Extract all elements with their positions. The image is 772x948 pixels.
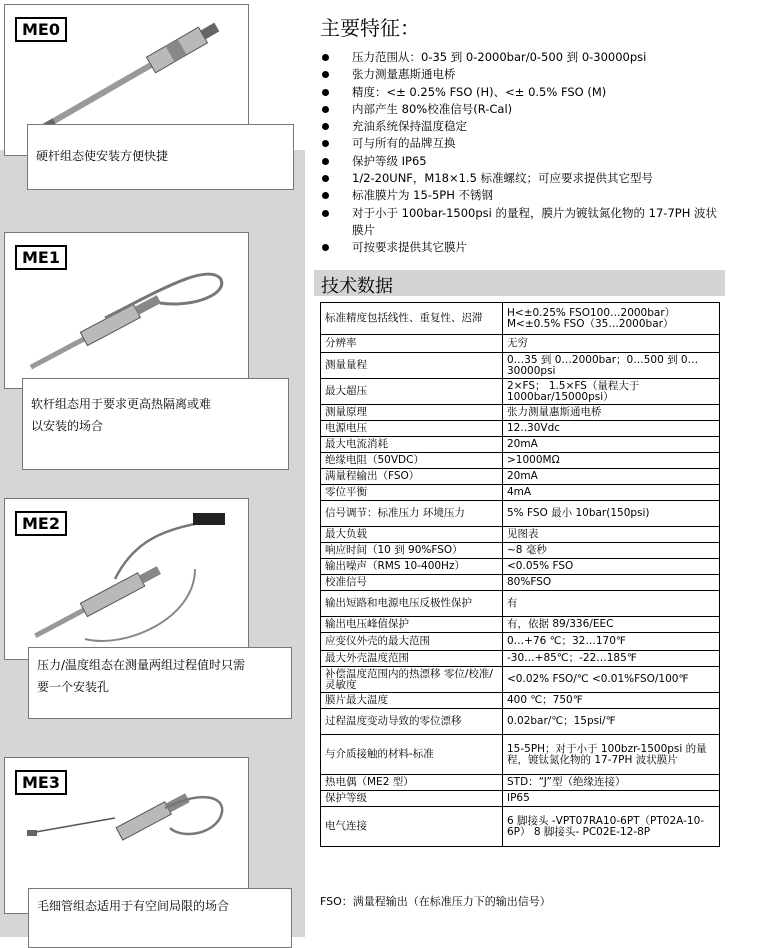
table-row: 保护等级 IP65 bbox=[321, 791, 720, 807]
feature-item: 张力测量惠斯通电桥 bbox=[320, 66, 720, 83]
feature-item: 精度：<± 0.25% FSO (H)、<± 0.5% FSO (M) bbox=[320, 84, 720, 101]
sensor-image-flexible bbox=[5, 233, 248, 388]
spec-table bbox=[320, 302, 720, 847]
table-row: 与介质接触的材料-标准 15-5PH；对于小于 100bzr-1500psi 的量程，镀钛氮化物的 17-7PH 波状膜片 bbox=[321, 735, 720, 775]
table-row: 输出电压峰值保护 有，依据 89/336/EEC bbox=[321, 617, 720, 633]
table-row: 零位平衡 4mA bbox=[321, 485, 720, 501]
table-row: 测量原理 张力测量惠斯通电桥 bbox=[321, 405, 720, 421]
table-row: 输出短路和电源电压反极性保护 有 bbox=[321, 591, 720, 617]
table-row: 应变仪外壳的最大范围 0…+76 ℃；32…170℉ bbox=[321, 633, 720, 651]
tech-data-header bbox=[314, 270, 725, 296]
feature-item: 标准膜片为 15-5PH 不锈钢 bbox=[320, 187, 720, 204]
product-caption-me3: 毛细管组态适用于有空间局限的场合 bbox=[28, 888, 292, 948]
table-row: 满量程输出（FSO） 20mA bbox=[321, 469, 720, 485]
table-row: 输出噪声（RMS 10-400Hz） <0.05% FSO bbox=[321, 559, 720, 575]
product-card-me1 bbox=[4, 232, 249, 389]
product-caption-me2: 压力/温度组态在测量两组过程值时只需要一个安装孔 bbox=[28, 647, 292, 719]
feature-item: 保护等级 IP65 bbox=[320, 153, 720, 170]
table-row: 热电偶（ME2 型） STD：“J”型（绝缘连接） bbox=[321, 775, 720, 791]
table-row: 膜片最大温度 400 ℃；750℉ bbox=[321, 693, 720, 709]
bullet-icon bbox=[322, 175, 329, 182]
table-row: 过程温度变动导致的零位漂移 0.02bar/℃；15psi/℉ bbox=[321, 709, 720, 735]
bullet-icon bbox=[322, 123, 329, 130]
model-badge: ME0 bbox=[15, 17, 67, 42]
table-row: 校准信号 80%FSO bbox=[321, 575, 720, 591]
model-badge: ME3 bbox=[15, 770, 67, 795]
feature-item: 可按要求提供其它膜片 bbox=[320, 239, 720, 256]
bullet-icon bbox=[322, 54, 329, 61]
tech-data-title: 技术数据 bbox=[321, 276, 393, 297]
product-card-me2 bbox=[4, 498, 249, 660]
footnote: FSO：满量程输出（在标准压力下的输出信号） bbox=[320, 895, 551, 908]
bullet-icon bbox=[322, 71, 329, 78]
table-row: 信号调节：标准压力 环境压力 5% FSO 最小 10bar(150psi) bbox=[321, 501, 720, 527]
feature-item: 1/2-20UNF，M18×1.5 标准螺纹；可应要求提供其它型号 bbox=[320, 170, 720, 187]
feature-item: 充油系统保持温度稳定 bbox=[320, 118, 720, 135]
bullet-icon bbox=[322, 106, 329, 113]
table-row: 电气连接 6 脚接头 -VPT07RA10-6PT（PT02A-10-6P） 8 脚接头- PC02E-12-8P bbox=[321, 807, 720, 847]
table-row: 测量量程 0…35 到 0…2000bar；0…500 到 0…30000psi bbox=[321, 353, 720, 379]
table-row: 最大电流消耗 20mA bbox=[321, 437, 720, 453]
table-row: 补偿温度范围内的热漂移 零位/校准/灵敏度 <0.02% FSO/℃ <0.01%FSO/100℉ bbox=[321, 667, 720, 693]
model-badge: ME2 bbox=[15, 511, 67, 536]
table-row: 最大外壳温度范围 -30…+85℃；-22…185℉ bbox=[321, 651, 720, 667]
feature-item: 内部产生 80%校准信号(R-Cal) bbox=[320, 101, 720, 118]
table-row: 标准精度包括线性、重复性、迟滞 H<±0.25% FSO100…2000bar）M<±0.5% FSO（35…2000bar） bbox=[321, 303, 720, 335]
bullet-icon bbox=[322, 192, 329, 199]
product-caption-me0: 硬杆组态使安装方便快捷 bbox=[27, 124, 294, 190]
features-title: 主要特征： bbox=[320, 16, 420, 40]
bullet-icon bbox=[322, 244, 329, 251]
sensor-image-pressure-temperature bbox=[5, 499, 248, 659]
table-row: 最大超压 2×FS； 1.5×FS（量程大于 1000bar/15000psi） bbox=[321, 379, 720, 405]
bullet-icon bbox=[322, 210, 329, 217]
table-row: 绝缘电阻（50VDC） >1000MΩ bbox=[321, 453, 720, 469]
feature-item: 压力范围从：0-35 到 0-2000bar/0-500 到 0-30000psi bbox=[320, 49, 720, 66]
model-badge: ME1 bbox=[15, 245, 67, 270]
feature-item: 对于小于 100bar-1500psi 的量程，膜片为镀钛氮化物的 17-7PH 波状膜片 bbox=[320, 205, 720, 240]
table-row: 电源电压 12..30Vdc bbox=[321, 421, 720, 437]
table-row: 分辨率 无穷 bbox=[321, 335, 720, 353]
table-row: 响应时间（10 到 90%FSO） ~8 毫秒 bbox=[321, 543, 720, 559]
product-caption-me1: 软杆组态用于要求更高热隔离或难以安装的场合 bbox=[22, 378, 289, 470]
bullet-icon bbox=[322, 89, 329, 96]
bullet-icon bbox=[322, 158, 329, 165]
features-list bbox=[320, 49, 720, 257]
feature-item: 可与所有的品牌互换 bbox=[320, 135, 720, 152]
table-row: 最大负载 见图表 bbox=[321, 527, 720, 543]
bullet-icon bbox=[322, 140, 329, 147]
